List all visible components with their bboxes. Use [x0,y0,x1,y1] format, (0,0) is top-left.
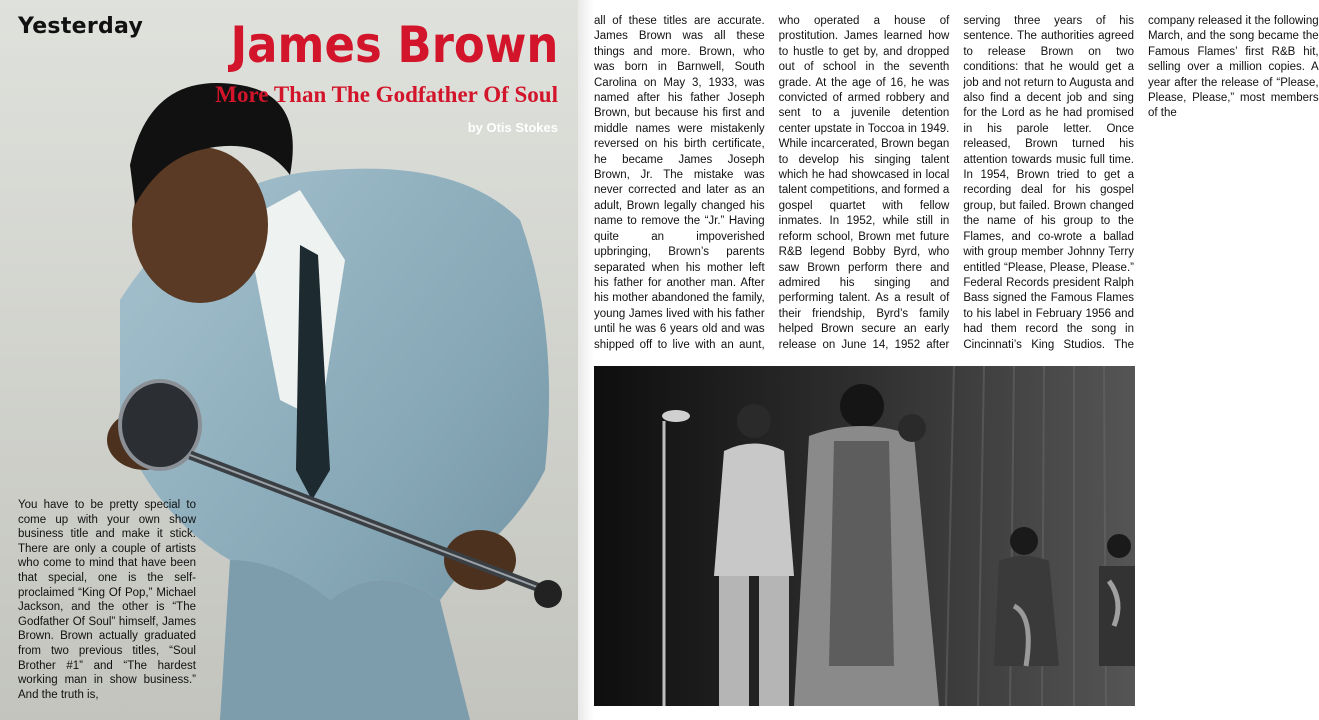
article-byline: by Otis Stokes [467,120,558,135]
article-body-text: all of these titles are accurate. James Brown was all these things and more. Brown, who was born in Barnwell, South Carolina on May 3, 1933, was named after his father Joseph Brown, but because his first and middle names were mistakenly reversed on his birth certificate, he became James Joseph Brown, Jr. The mistake was never corrected and later as an adult, Brown legally changed his name to remove the “Jr.” Having quite an impoverished upbringing, Brown’s parents separated when his mother left his father for another man. After his mother abandoned the family, young James lived with his father until he was 6 years old and was shipped off to live with an aunt, who operated a house of prostitution. James learned how to hustle to get by, and dropped out of school in the seventh grade. At the age of 16, he was convicted of armed robbery and sent to a juvenile detention center upstate in Toccoa in 1949. While incarcerated, Brown began to develop his singing talent which he had showcased in local talent competitions, and formed a gospel quartet with fellow inmates. In 1952, while still in reform school, Brown met future R&B legend Bobby Byrd, who saw Brown perform there and admired his singing and performing talent. As a result of their friendship, Byrd’s family helped Brown secure an early release on June 14, 1952 after serving three years of his sentence. The authorities agreed to release Brown on two conditions: that he would get a job and not return to Augusta and also find a decent job and sing for the Lord as he had promised in his parole letter. Once released, Brown turned his attention towards music full time. In 1954, Brown tried to get a recording deal for his gospel group, but failed. Brown changed the name of his group to the Flames, and co-wrote a ballad with group member Johnny Terry entitled “Please, Please, Please.” Federal Records president Ralph Bass signed the Famous Flames to his label in February 1956 and had them record the song in Cincinnati’s King Studios. The company released it the following March, and the song became the Famous Flames’ first R&B hit, selling over a million copies. A year after the release of “Please, Please, Please,” most members of the [594,15,1319,351]
stage-performance-photo [594,366,1135,706]
page-gutter [578,0,594,720]
section-label: Yesterday [18,14,144,39]
article-body-columns [594,14,1319,366]
right-page [594,0,1319,720]
article-subhead: More Than The Godfather Of Soul [215,82,558,107]
article-headline: James Brown [230,16,558,74]
intro-paragraph: You have to be pretty special to come up with your own show business title and make it stick. There are only a couple of artists who come to mind that have been that special, one is the self-proclaimed “King Of Pop,” Michael Jackson, and the other is “The Godfather Of Soul” himself, James Brown. Brown actually graduated from two previous titles, “Soul Brother #1” and “The hardest working man in show business.” And the truth is, [18,499,196,701]
left-page [0,0,578,720]
